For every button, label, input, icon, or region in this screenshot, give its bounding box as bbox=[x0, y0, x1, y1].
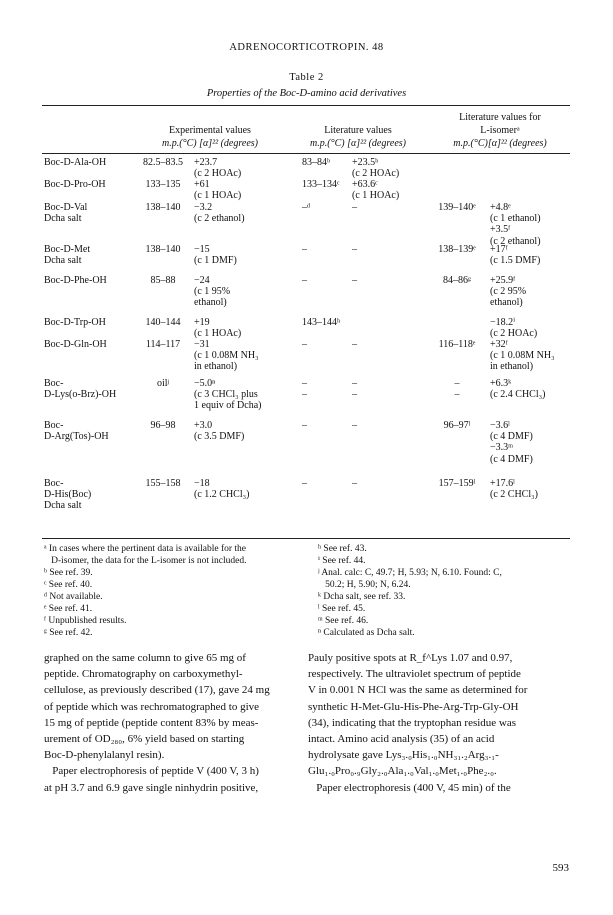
cell-line: – bbox=[352, 389, 357, 401]
table-cell-lmp bbox=[302, 179, 350, 190]
cell-line: – bbox=[352, 202, 357, 213]
cell-line: +4.8ᵉ bbox=[490, 202, 511, 213]
text-line: urement of OD₂₈₀, 6% yield based on starting bbox=[44, 733, 245, 746]
table-cell-irot bbox=[490, 420, 574, 465]
cell-line: 139–140ᵉ bbox=[438, 202, 476, 213]
cell-line: (c 1 DMF) bbox=[194, 255, 237, 267]
text-line: Paper electrophoresis (400 V, 45 min) of the bbox=[308, 781, 511, 794]
cell-line: Boc-D-Met bbox=[44, 244, 91, 255]
body-column-left bbox=[44, 650, 306, 796]
text-line: ᵐ See ref. 46. bbox=[318, 616, 369, 626]
footnotes-left bbox=[44, 543, 247, 639]
header-l-isomer-line2: L-isomerᵃ bbox=[480, 125, 520, 136]
cell-line: Boc-D-Val bbox=[44, 202, 88, 213]
table-cell-lrot bbox=[352, 157, 418, 179]
cell-line: – bbox=[352, 244, 357, 255]
table-cell-compound bbox=[44, 275, 136, 286]
cell-line: Boc-D-Pro-OH bbox=[44, 179, 106, 190]
cell-line: 96–97ˡ bbox=[443, 420, 471, 431]
cell-line: – bbox=[352, 275, 357, 286]
cell-line: 85–88 bbox=[150, 275, 176, 286]
cell-line: – bbox=[302, 339, 307, 350]
table-cell-rot bbox=[194, 339, 294, 373]
text-line: intact. Amino acid analysis (35) of an acid bbox=[308, 733, 495, 746]
cell-line: oilʲ bbox=[156, 378, 170, 389]
table-cell-lrot bbox=[352, 179, 418, 201]
cell-line: 133–135 bbox=[145, 179, 181, 190]
header-literature bbox=[296, 124, 420, 150]
cell-line: 143–144ʰ bbox=[302, 317, 341, 328]
table-top-rule bbox=[42, 105, 570, 106]
table-cell-mp bbox=[138, 339, 188, 350]
cell-line: 84–86ᵍ bbox=[442, 275, 471, 286]
cell-line: 138–140 bbox=[145, 202, 181, 213]
cell-line: (c 3.5 DMF) bbox=[194, 431, 245, 443]
cell-line: (c 4 DMF) bbox=[490, 431, 533, 443]
table-cell-imp bbox=[428, 378, 486, 400]
cell-line: (c 2 HOAc) bbox=[490, 328, 538, 340]
table-cell-irot bbox=[490, 339, 574, 373]
cell-line: +23.7 bbox=[194, 157, 218, 168]
text-line: Paper electrophoresis of peptide V (400 V, 3 h) bbox=[44, 765, 259, 778]
table-cell-lrot bbox=[352, 378, 418, 400]
table-cell-rot bbox=[194, 317, 294, 339]
cell-line: in ethanol) bbox=[490, 361, 534, 373]
cell-line: (c 1 95% bbox=[194, 286, 231, 298]
cell-line: +3.0 bbox=[194, 420, 213, 431]
table-bottom-rule bbox=[42, 538, 570, 539]
table-cell-compound bbox=[44, 202, 136, 224]
cell-line: +19 bbox=[194, 317, 210, 328]
table-cell-compound bbox=[44, 244, 136, 266]
table-cell-rot bbox=[194, 179, 294, 201]
table-cell-compound bbox=[44, 339, 136, 350]
cell-line: – bbox=[302, 389, 307, 401]
cell-line: – bbox=[302, 275, 307, 286]
cell-line: −24 bbox=[194, 275, 210, 286]
header-experimental bbox=[140, 124, 280, 150]
text-line: ᵍ See ref. 42. bbox=[44, 628, 93, 638]
text-line: synthetic H-Met-Glu-His-Phe-Arg-Trp-Gly-OH bbox=[308, 700, 519, 713]
cell-line: 140–144 bbox=[145, 317, 181, 328]
header-experimental-line1: Experimental values bbox=[169, 125, 251, 136]
text-line: 50.2; H, 5.90; N, 6.24. bbox=[318, 580, 411, 590]
cell-line: (c 1 HOAc) bbox=[194, 190, 242, 202]
table-cell-mp bbox=[138, 275, 188, 286]
text-line: ᵏ Dcha salt, see ref. 33. bbox=[318, 592, 406, 602]
cell-line: 157–159ˡ bbox=[438, 478, 476, 489]
table-cell-imp bbox=[428, 202, 486, 213]
cell-line: +25.9ᶠ bbox=[490, 275, 516, 286]
cell-line: D-His(Boc) bbox=[44, 489, 92, 501]
table-cell-lrot bbox=[352, 478, 418, 489]
cell-line: (c 2 CHCl₃) bbox=[490, 489, 538, 501]
cell-line: +17ᶠ bbox=[490, 244, 508, 255]
text-line: ⁿ Calculated as Dcha salt. bbox=[318, 628, 415, 638]
table-cell-compound bbox=[44, 420, 136, 442]
table-cell-rot bbox=[194, 275, 294, 309]
text-line: of peptide which was rechromatographed to give bbox=[44, 700, 260, 713]
table-cell-lrot bbox=[352, 275, 418, 286]
cell-line: −3.2 bbox=[194, 202, 213, 213]
text-line: ⁱ See ref. 44. bbox=[318, 556, 366, 566]
table-cell-lmp bbox=[302, 420, 350, 431]
cell-line: 114–117 bbox=[145, 339, 181, 350]
cell-line: – bbox=[302, 478, 307, 489]
cell-line: – bbox=[352, 478, 357, 489]
cell-line: – bbox=[352, 339, 357, 350]
cell-line: Boc-D-Ala-OH bbox=[44, 157, 107, 168]
footnotes-right bbox=[318, 543, 502, 639]
header-l-isomer bbox=[430, 111, 570, 150]
cell-line: +3.5ᶠ bbox=[490, 224, 511, 236]
cell-line: +6.3ᵏ bbox=[490, 378, 512, 389]
cell-line: D-Arg(Tos)-OH bbox=[44, 431, 109, 443]
table-cell-irot bbox=[490, 478, 574, 500]
table-cell-lmp bbox=[302, 317, 350, 328]
table-cell-rot bbox=[194, 420, 294, 442]
text-line: ʰ See ref. 43. bbox=[318, 544, 367, 554]
table-cell-lmp bbox=[302, 478, 350, 489]
cell-line: (c 2.4 CHCl₃) bbox=[490, 389, 546, 401]
cell-line: +61 bbox=[194, 179, 210, 190]
table-cell-rot bbox=[194, 478, 294, 500]
text-line: cellulose, as previously described (17), gave 24 mg bbox=[44, 684, 270, 697]
table-cell-rot bbox=[194, 202, 294, 224]
cell-line: Dcha salt bbox=[44, 500, 82, 512]
cell-line: +63.6ᶜ bbox=[352, 179, 378, 190]
table-cell-irot bbox=[490, 378, 574, 400]
table-cell-imp bbox=[428, 275, 486, 286]
cell-line: (c 2 HOAc) bbox=[352, 168, 400, 180]
text-line: ᵈ Not available. bbox=[44, 592, 103, 602]
text-line: ᵉ See ref. 41. bbox=[44, 604, 93, 614]
cell-line: −3.3ᵐ bbox=[490, 442, 514, 454]
text-line: (34), indicating that the tryptophan residue was bbox=[308, 716, 517, 729]
text-line: Boc-D-phenylalanyl resin). bbox=[44, 749, 165, 762]
table-cell-irot bbox=[490, 317, 574, 339]
text-line: Pauly positive spots at R_f^Lys 1.07 and 0.97, bbox=[308, 652, 513, 664]
cell-line: (c 1 ethanol) bbox=[490, 213, 541, 225]
text-line: ˡ See ref. 45. bbox=[318, 604, 366, 614]
header-experimental-line2: m.p.(°C) [α]²² (degrees) bbox=[162, 138, 258, 149]
text-line: ᵃ In cases where the pertinent data is available for the bbox=[44, 544, 247, 554]
cell-line: (c 4 DMF) bbox=[490, 453, 533, 465]
text-line: at pH 3.7 and 6.9 gave single ninhydrin positive, bbox=[44, 781, 259, 794]
table-cell-compound bbox=[44, 157, 136, 168]
text-line: 15 mg of peptide (peptide content 83% by meas- bbox=[44, 716, 259, 729]
cell-line: – bbox=[302, 378, 307, 389]
table-label: Table 2 bbox=[289, 72, 324, 83]
header-literature-line2: m.p.(°C) [α]²² (degrees) bbox=[310, 138, 406, 149]
cell-line: (c 2 95% bbox=[490, 286, 527, 298]
cell-line: 83–84ᵇ bbox=[302, 157, 331, 168]
header-l-isomer-line1: Literature values for bbox=[459, 112, 541, 123]
table-cell-mp bbox=[138, 378, 188, 389]
cell-line: – bbox=[302, 420, 307, 431]
cell-line: 1 equiv of Dcha) bbox=[194, 400, 262, 412]
cell-line: 155–158 bbox=[145, 478, 181, 489]
table-cell-imp bbox=[428, 478, 486, 489]
cell-line: −15 bbox=[194, 244, 210, 255]
cell-line: −3.6ˡ bbox=[490, 420, 510, 431]
table-cell-imp bbox=[428, 244, 486, 255]
cell-line: +32ᶠ bbox=[490, 339, 508, 350]
header-l-isomer-line3: m.p.(°C)[α]²² (degrees) bbox=[453, 138, 547, 149]
text-line: D-isomer, the data for the L-isomer is not included. bbox=[44, 556, 247, 566]
table-cell-imp bbox=[428, 339, 486, 350]
table-cell-irot bbox=[490, 275, 574, 309]
text-line: ᵇ See ref. 39. bbox=[44, 568, 93, 578]
cell-line: – bbox=[454, 378, 460, 389]
cell-line: – bbox=[454, 389, 460, 401]
cell-line: (c 1.5 DMF) bbox=[490, 255, 541, 267]
text-line: ᶜ See ref. 40. bbox=[44, 580, 93, 590]
cell-line: (c 1.2 CHCl₃) bbox=[194, 489, 250, 501]
table-cell-lmp bbox=[302, 275, 350, 286]
table-cell-irot bbox=[490, 244, 574, 266]
table-cell-lrot bbox=[352, 420, 418, 431]
table-cell-compound bbox=[44, 179, 136, 190]
cell-line: (c 2 ethanol) bbox=[490, 235, 541, 247]
text-line: V in 0.001 N HCl was the same as determined for bbox=[308, 684, 528, 697]
table-cell-lmp bbox=[302, 202, 350, 213]
table-cell-mp bbox=[138, 157, 188, 168]
cell-line: Dcha salt bbox=[44, 213, 82, 225]
cell-line: (c 2 ethanol) bbox=[194, 213, 245, 225]
table-cell-rot bbox=[194, 244, 294, 266]
page-number: 593 bbox=[552, 862, 569, 874]
cell-line: (c 1 0.08M NH₃ bbox=[490, 350, 555, 362]
cell-line: Boc- bbox=[44, 478, 64, 489]
cell-line: –ᵈ bbox=[302, 202, 311, 213]
cell-line: 82.5–83.5 bbox=[143, 157, 183, 168]
cell-line: 116–118ᵉ bbox=[438, 339, 476, 350]
header-literature-line1: Literature values bbox=[324, 125, 392, 136]
cell-line: 96–98 bbox=[150, 420, 176, 431]
cell-line: Dcha salt bbox=[44, 255, 82, 267]
text-line: respectively. The ultraviolet spectrum of peptide bbox=[308, 668, 521, 681]
table-cell-mp bbox=[138, 420, 188, 431]
cell-line: −31 bbox=[194, 339, 210, 350]
cell-line: ethanol) bbox=[194, 297, 227, 309]
cell-line: −18 bbox=[194, 478, 210, 489]
text-line: ᶠ Unpublished results. bbox=[44, 616, 127, 626]
cell-line: (c 3 CHCl₃ plus bbox=[194, 389, 258, 401]
text-line: Glu₁.₀Pro₀.₉Gly₂.₀Ala₁.₀Val₁.₀Met₁.₀Phe₂.₀. bbox=[308, 765, 497, 778]
table-cell-lmp bbox=[302, 244, 350, 255]
cell-line: – bbox=[302, 244, 307, 255]
table-cell-mp bbox=[138, 202, 188, 213]
table-header-rule bbox=[42, 153, 570, 154]
cell-line: (c 1 0.08M NH₃ bbox=[194, 350, 259, 362]
table-cell-compound bbox=[44, 378, 136, 400]
table-caption: Properties of the Boc-D-amino acid derivatives bbox=[206, 88, 407, 99]
table-cell-lrot bbox=[352, 202, 418, 213]
text-line: peptide. Chromatography on carboxymethyl- bbox=[44, 668, 243, 681]
table-cell-lmp bbox=[302, 339, 350, 350]
cell-line: Boc- bbox=[44, 420, 64, 431]
cell-line: +17.6ˡ bbox=[490, 478, 515, 489]
table-cell-imp bbox=[428, 420, 486, 431]
table-cell-rot bbox=[194, 157, 294, 179]
table-cell-compound bbox=[44, 317, 136, 328]
table-cell-lrot bbox=[352, 339, 418, 350]
table-cell-irot bbox=[490, 202, 574, 247]
cell-line: +23.5ᵇ bbox=[352, 157, 379, 168]
cell-line: – bbox=[352, 420, 357, 431]
table-cell-lmp bbox=[302, 378, 350, 400]
table-cell-mp bbox=[138, 179, 188, 190]
text-line: hydrolysate gave Lys₃.₀His₁.₀NH₃₁.₂Arg₃.₁- bbox=[308, 749, 499, 762]
cell-line: (c 1 HOAc) bbox=[194, 328, 242, 340]
table-cell-mp bbox=[138, 317, 188, 328]
cell-line: Boc- bbox=[44, 378, 64, 389]
cell-line: ethanol) bbox=[490, 297, 523, 309]
cell-line: (c 2 HOAc) bbox=[194, 168, 242, 180]
cell-line: Boc-D-Trp-OH bbox=[44, 317, 106, 328]
cell-line: D-Lys(o-Brz)-OH bbox=[44, 389, 117, 401]
cell-line: Boc-D-Phe-OH bbox=[44, 275, 107, 286]
body-column-right bbox=[308, 650, 570, 796]
table-cell-lmp bbox=[302, 157, 350, 168]
table-cell-mp bbox=[138, 478, 188, 489]
text-line: ʲ Anal. calc: C, 49.7; H, 5.93; N, 6.10. Found: C, bbox=[318, 568, 502, 578]
cell-line: −5.0ⁿ bbox=[194, 378, 216, 389]
running-head: ADRENOCORTICOTROPIN. 48 bbox=[229, 42, 384, 53]
cell-line: in ethanol) bbox=[194, 361, 238, 373]
table-cell-mp bbox=[138, 244, 188, 255]
cell-line: 133–134ᶜ bbox=[302, 179, 340, 190]
table-cell-lrot bbox=[352, 244, 418, 255]
text-line: graphed on the same column to give 65 mg of bbox=[44, 652, 246, 664]
cell-line: Boc-D-Gln-OH bbox=[44, 339, 107, 350]
table-cell-rot bbox=[194, 378, 294, 412]
cell-line: (c 1 HOAc) bbox=[352, 190, 400, 202]
cell-line: – bbox=[352, 378, 357, 389]
cell-line: 138–140 bbox=[145, 244, 181, 255]
table-cell-compound bbox=[44, 478, 136, 512]
cell-line: 138–139ᵉ bbox=[438, 244, 476, 255]
cell-line: −18.2ⁱ bbox=[490, 317, 516, 328]
